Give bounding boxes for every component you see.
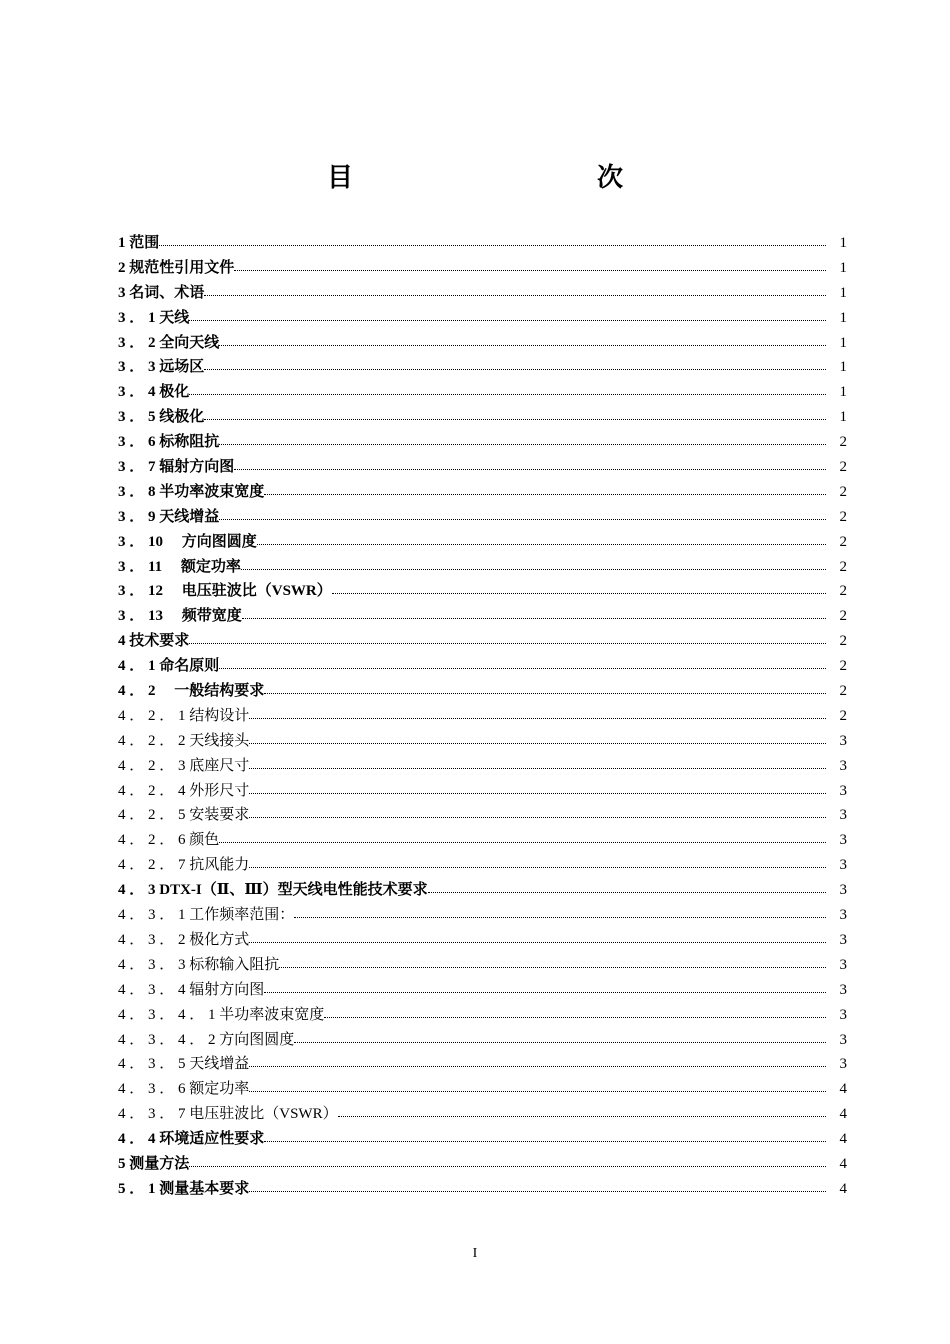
toc-entry[interactable] bbox=[118, 430, 847, 455]
toc-entry-page-number: 4 bbox=[839, 1106, 847, 1123]
toc-entry[interactable] bbox=[118, 1028, 847, 1053]
toc-entry[interactable] bbox=[118, 1102, 847, 1127]
toc-entry-label: 3 ． 3 远场区 bbox=[118, 359, 205, 376]
dot-leader bbox=[249, 1191, 826, 1192]
toc-entry-page-number: 1 bbox=[839, 259, 847, 276]
toc-entry-page-number: 3 bbox=[839, 732, 847, 749]
dot-leader bbox=[189, 320, 826, 321]
dot-leader bbox=[294, 1042, 826, 1043]
toc-entry-label: 4 ． 3 ． 3 标称输入阻抗 bbox=[118, 956, 280, 973]
toc-entry-label: 5 测量方法 bbox=[118, 1155, 190, 1172]
toc-entry[interactable] bbox=[118, 579, 847, 604]
toc-entry-label: 3 ． 11 额定功率 bbox=[118, 558, 241, 575]
toc-entry[interactable] bbox=[118, 331, 847, 356]
toc-entry-page-number: 4 bbox=[839, 1180, 847, 1197]
toc-entry-label: 4 ． 2 ． 6 颜色 bbox=[118, 832, 220, 849]
toc-entry-page-number: 3 bbox=[839, 981, 847, 998]
toc-entry-label: 4 ． 3 ． 6 额定功率 bbox=[118, 1081, 250, 1098]
toc-entry-page-number: 4 bbox=[839, 1081, 847, 1098]
toc-entry-label: 4 ． 3 ． 4 ． 2 方向图圆度 bbox=[118, 1031, 295, 1048]
toc-entry-label: 3 ． 2 全向天线 bbox=[118, 334, 220, 351]
toc-entry-page-number: 3 bbox=[839, 807, 847, 824]
toc-entry[interactable] bbox=[118, 878, 847, 903]
toc-entry-label: 3 ． 1 天线 bbox=[118, 309, 190, 326]
toc-entry[interactable] bbox=[118, 953, 847, 978]
toc-entry[interactable] bbox=[118, 405, 847, 430]
toc-entry-label: 4 技术要求 bbox=[118, 633, 190, 650]
toc-entry-page-number: 3 bbox=[839, 1006, 847, 1023]
dot-leader bbox=[249, 942, 826, 943]
toc-entry-label: 3 ． 8 半功率波束宽度 bbox=[118, 483, 265, 500]
toc-entry-label: 4 ． 2 ． 3 底座尺寸 bbox=[118, 757, 250, 774]
dot-leader bbox=[242, 618, 826, 619]
toc-entry-page-number: 2 bbox=[839, 434, 847, 451]
dot-leader bbox=[189, 643, 826, 644]
toc-entry-label: 3 ． 4 极化 bbox=[118, 384, 190, 401]
toc-entry[interactable] bbox=[118, 505, 847, 530]
toc-entry[interactable] bbox=[118, 1152, 847, 1177]
toc-entry[interactable] bbox=[118, 1177, 847, 1202]
toc-entry-label: 4 ． 3 ． 4 ． 1 半功率波束宽度 bbox=[118, 1006, 325, 1023]
toc-entry[interactable] bbox=[118, 306, 847, 331]
toc-entry[interactable] bbox=[118, 629, 847, 654]
toc-entry-page-number: 1 bbox=[839, 284, 847, 301]
dot-leader bbox=[264, 1141, 826, 1142]
toc-entry[interactable] bbox=[118, 455, 847, 480]
dot-leader bbox=[219, 842, 826, 843]
toc-entry-page-number: 3 bbox=[839, 907, 847, 924]
dot-leader bbox=[249, 718, 826, 719]
dot-leader bbox=[338, 1116, 826, 1117]
toc-entry[interactable] bbox=[118, 679, 847, 704]
dot-leader bbox=[204, 419, 826, 420]
toc-entry-label: 3 名词、术语 bbox=[118, 284, 205, 301]
toc-entry-label: 4 ． 3 ． 2 极化方式 bbox=[118, 931, 250, 948]
dot-leader bbox=[189, 394, 826, 395]
dot-leader bbox=[279, 967, 826, 968]
toc-entry[interactable] bbox=[118, 828, 847, 853]
toc-entry[interactable] bbox=[118, 1077, 847, 1102]
toc-entry[interactable] bbox=[118, 1127, 847, 1152]
dot-leader bbox=[234, 270, 826, 271]
toc-entry-label: 3 ． 9 天线增益 bbox=[118, 508, 220, 525]
toc-entry[interactable] bbox=[118, 530, 847, 555]
toc-entry[interactable] bbox=[118, 654, 847, 679]
toc-entry-page-number: 3 bbox=[839, 956, 847, 973]
toc-entry-page-number: 2 bbox=[839, 658, 847, 675]
toc-entry[interactable] bbox=[118, 779, 847, 804]
dot-leader bbox=[159, 245, 826, 246]
dot-leader bbox=[204, 295, 826, 296]
dot-leader bbox=[219, 444, 826, 445]
toc-entry-page-number: 3 bbox=[839, 882, 847, 899]
toc-entry-label: 1 范围 bbox=[118, 235, 160, 251]
dot-leader bbox=[264, 693, 826, 694]
toc-entry-label: 4 ． 3 ． 4 辐射方向图 bbox=[118, 981, 265, 998]
table-of-contents bbox=[118, 231, 847, 1202]
toc-entry-label: 4 ． 2 ． 7 抗风能力 bbox=[118, 857, 250, 874]
dot-leader bbox=[189, 1166, 826, 1167]
page-number-footer: I bbox=[472, 1246, 478, 1261]
toc-entry[interactable] bbox=[118, 754, 847, 779]
toc-entry-page-number: 3 bbox=[839, 832, 847, 849]
toc-entry[interactable] bbox=[118, 480, 847, 505]
toc-entry-label: 4 ． 2 一般结构要求 bbox=[118, 683, 265, 700]
toc-entry-page-number: 3 bbox=[839, 782, 847, 799]
dot-leader bbox=[332, 593, 826, 594]
toc-entry[interactable] bbox=[118, 604, 847, 629]
toc-entry-page-number: 3 bbox=[839, 857, 847, 874]
toc-entry[interactable] bbox=[118, 256, 847, 281]
toc-entry[interactable] bbox=[118, 355, 847, 380]
toc-entry[interactable] bbox=[118, 380, 847, 405]
dot-leader bbox=[219, 668, 826, 669]
toc-entry-label: 3 ． 7 辐射方向图 bbox=[118, 459, 235, 476]
dot-leader bbox=[249, 1066, 826, 1067]
toc-entry-page-number: 2 bbox=[839, 508, 847, 525]
toc-entry-label: 3 ． 12 电压驻波比（VSWR） bbox=[118, 583, 332, 600]
toc-entry-label: 3 ． 10 方向图圆度 bbox=[118, 533, 257, 550]
dot-leader bbox=[428, 892, 826, 893]
toc-entry-label: 4 ． 3 ． 5 天线增益 bbox=[118, 1056, 250, 1073]
dot-leader bbox=[249, 867, 826, 868]
toc-entry-page-number: 1 bbox=[839, 384, 847, 401]
toc-entry[interactable] bbox=[118, 555, 847, 580]
toc-entry[interactable] bbox=[118, 928, 847, 953]
dot-leader bbox=[241, 569, 826, 570]
toc-entry-label: 3 ． 6 标称阻抗 bbox=[118, 434, 220, 451]
toc-entry-label: 4 ． 2 ． 2 天线接头 bbox=[118, 732, 250, 749]
toc-entry-page-number: 1 bbox=[839, 359, 847, 376]
toc-entry-label: 5 ． 1 测量基本要求 bbox=[118, 1180, 250, 1197]
toc-entry-page-number: 3 bbox=[839, 931, 847, 948]
toc-entry[interactable] bbox=[118, 231, 847, 256]
toc-entry[interactable] bbox=[118, 281, 847, 306]
toc-entry-page-number: 2 bbox=[839, 633, 847, 650]
dot-leader bbox=[294, 917, 826, 918]
toc-entry-label: 4 ． 4 环境适应性要求 bbox=[118, 1131, 265, 1148]
toc-entry-page-number: 2 bbox=[839, 707, 847, 724]
dot-leader bbox=[257, 544, 826, 545]
dot-leader bbox=[234, 469, 826, 470]
dot-leader bbox=[204, 369, 826, 370]
toc-entry-label: 4 ． 2 ． 5 安装要求 bbox=[118, 807, 250, 824]
toc-entry-label: 4 ． 2 ． 1 结构设计 bbox=[118, 707, 250, 724]
dot-leader bbox=[219, 345, 826, 346]
toc-entry[interactable] bbox=[118, 803, 847, 828]
toc-entry-page-number: 4 bbox=[839, 1131, 847, 1148]
toc-entry-page-number: 1 bbox=[839, 309, 847, 326]
toc-entry-label: 4 ． 3 ． 7 电压驻波比（VSWR） bbox=[118, 1106, 338, 1123]
toc-entry-page-number: 1 bbox=[839, 235, 847, 251]
toc-entry-page-number: 2 bbox=[839, 533, 847, 550]
toc-entry-label: 4 ． 2 ． 4 外形尺寸 bbox=[118, 782, 250, 799]
toc-entry-page-number: 2 bbox=[839, 558, 847, 575]
toc-entry-label: 3 ． 5 线极化 bbox=[118, 409, 205, 426]
toc-entry[interactable] bbox=[118, 729, 847, 754]
toc-entry-page-number: 3 bbox=[839, 1056, 847, 1073]
toc-entry-page-number: 1 bbox=[839, 334, 847, 351]
dot-leader bbox=[249, 743, 826, 744]
toc-entry-label: 4 ． 3 DTX-I（Ⅱ、Ⅲ）型天线电性能技术要求 bbox=[118, 882, 428, 899]
toc-entry-label: 4 ． 1 命名原则 bbox=[118, 658, 220, 675]
toc-entry[interactable] bbox=[118, 1052, 847, 1077]
toc-entry-page-number: 3 bbox=[839, 757, 847, 774]
toc-entry-page-number: 2 bbox=[839, 583, 847, 600]
dot-leader bbox=[249, 817, 826, 818]
dot-leader bbox=[249, 793, 826, 794]
dot-leader bbox=[264, 992, 826, 993]
toc-entry[interactable] bbox=[118, 1003, 847, 1028]
page-title: 目 次 bbox=[326, 163, 687, 193]
toc-entry-label: 3 ． 13 频带宽度 bbox=[118, 608, 242, 625]
dot-leader bbox=[249, 1091, 826, 1092]
dot-leader bbox=[264, 494, 826, 495]
dot-leader bbox=[324, 1017, 826, 1018]
toc-entry-page-number: 1 bbox=[839, 409, 847, 426]
toc-entry-page-number: 2 bbox=[839, 683, 847, 700]
toc-entry-label: 4 ． 3 ． 1 工作频率范围： bbox=[118, 907, 295, 924]
toc-entry-page-number: 2 bbox=[839, 483, 847, 500]
toc-entry-page-number: 2 bbox=[839, 459, 847, 476]
toc-entry-label: 2 规范性引用文件 bbox=[118, 259, 235, 276]
toc-entry-page-number: 3 bbox=[839, 1031, 847, 1048]
toc-entry[interactable] bbox=[118, 704, 847, 729]
dot-leader bbox=[219, 519, 826, 520]
toc-entry[interactable] bbox=[118, 853, 847, 878]
dot-leader bbox=[249, 768, 826, 769]
toc-entry-page-number: 2 bbox=[839, 608, 847, 625]
toc-entry[interactable] bbox=[118, 978, 847, 1003]
toc-entry-page-number: 4 bbox=[839, 1155, 847, 1172]
toc-entry[interactable] bbox=[118, 903, 847, 928]
